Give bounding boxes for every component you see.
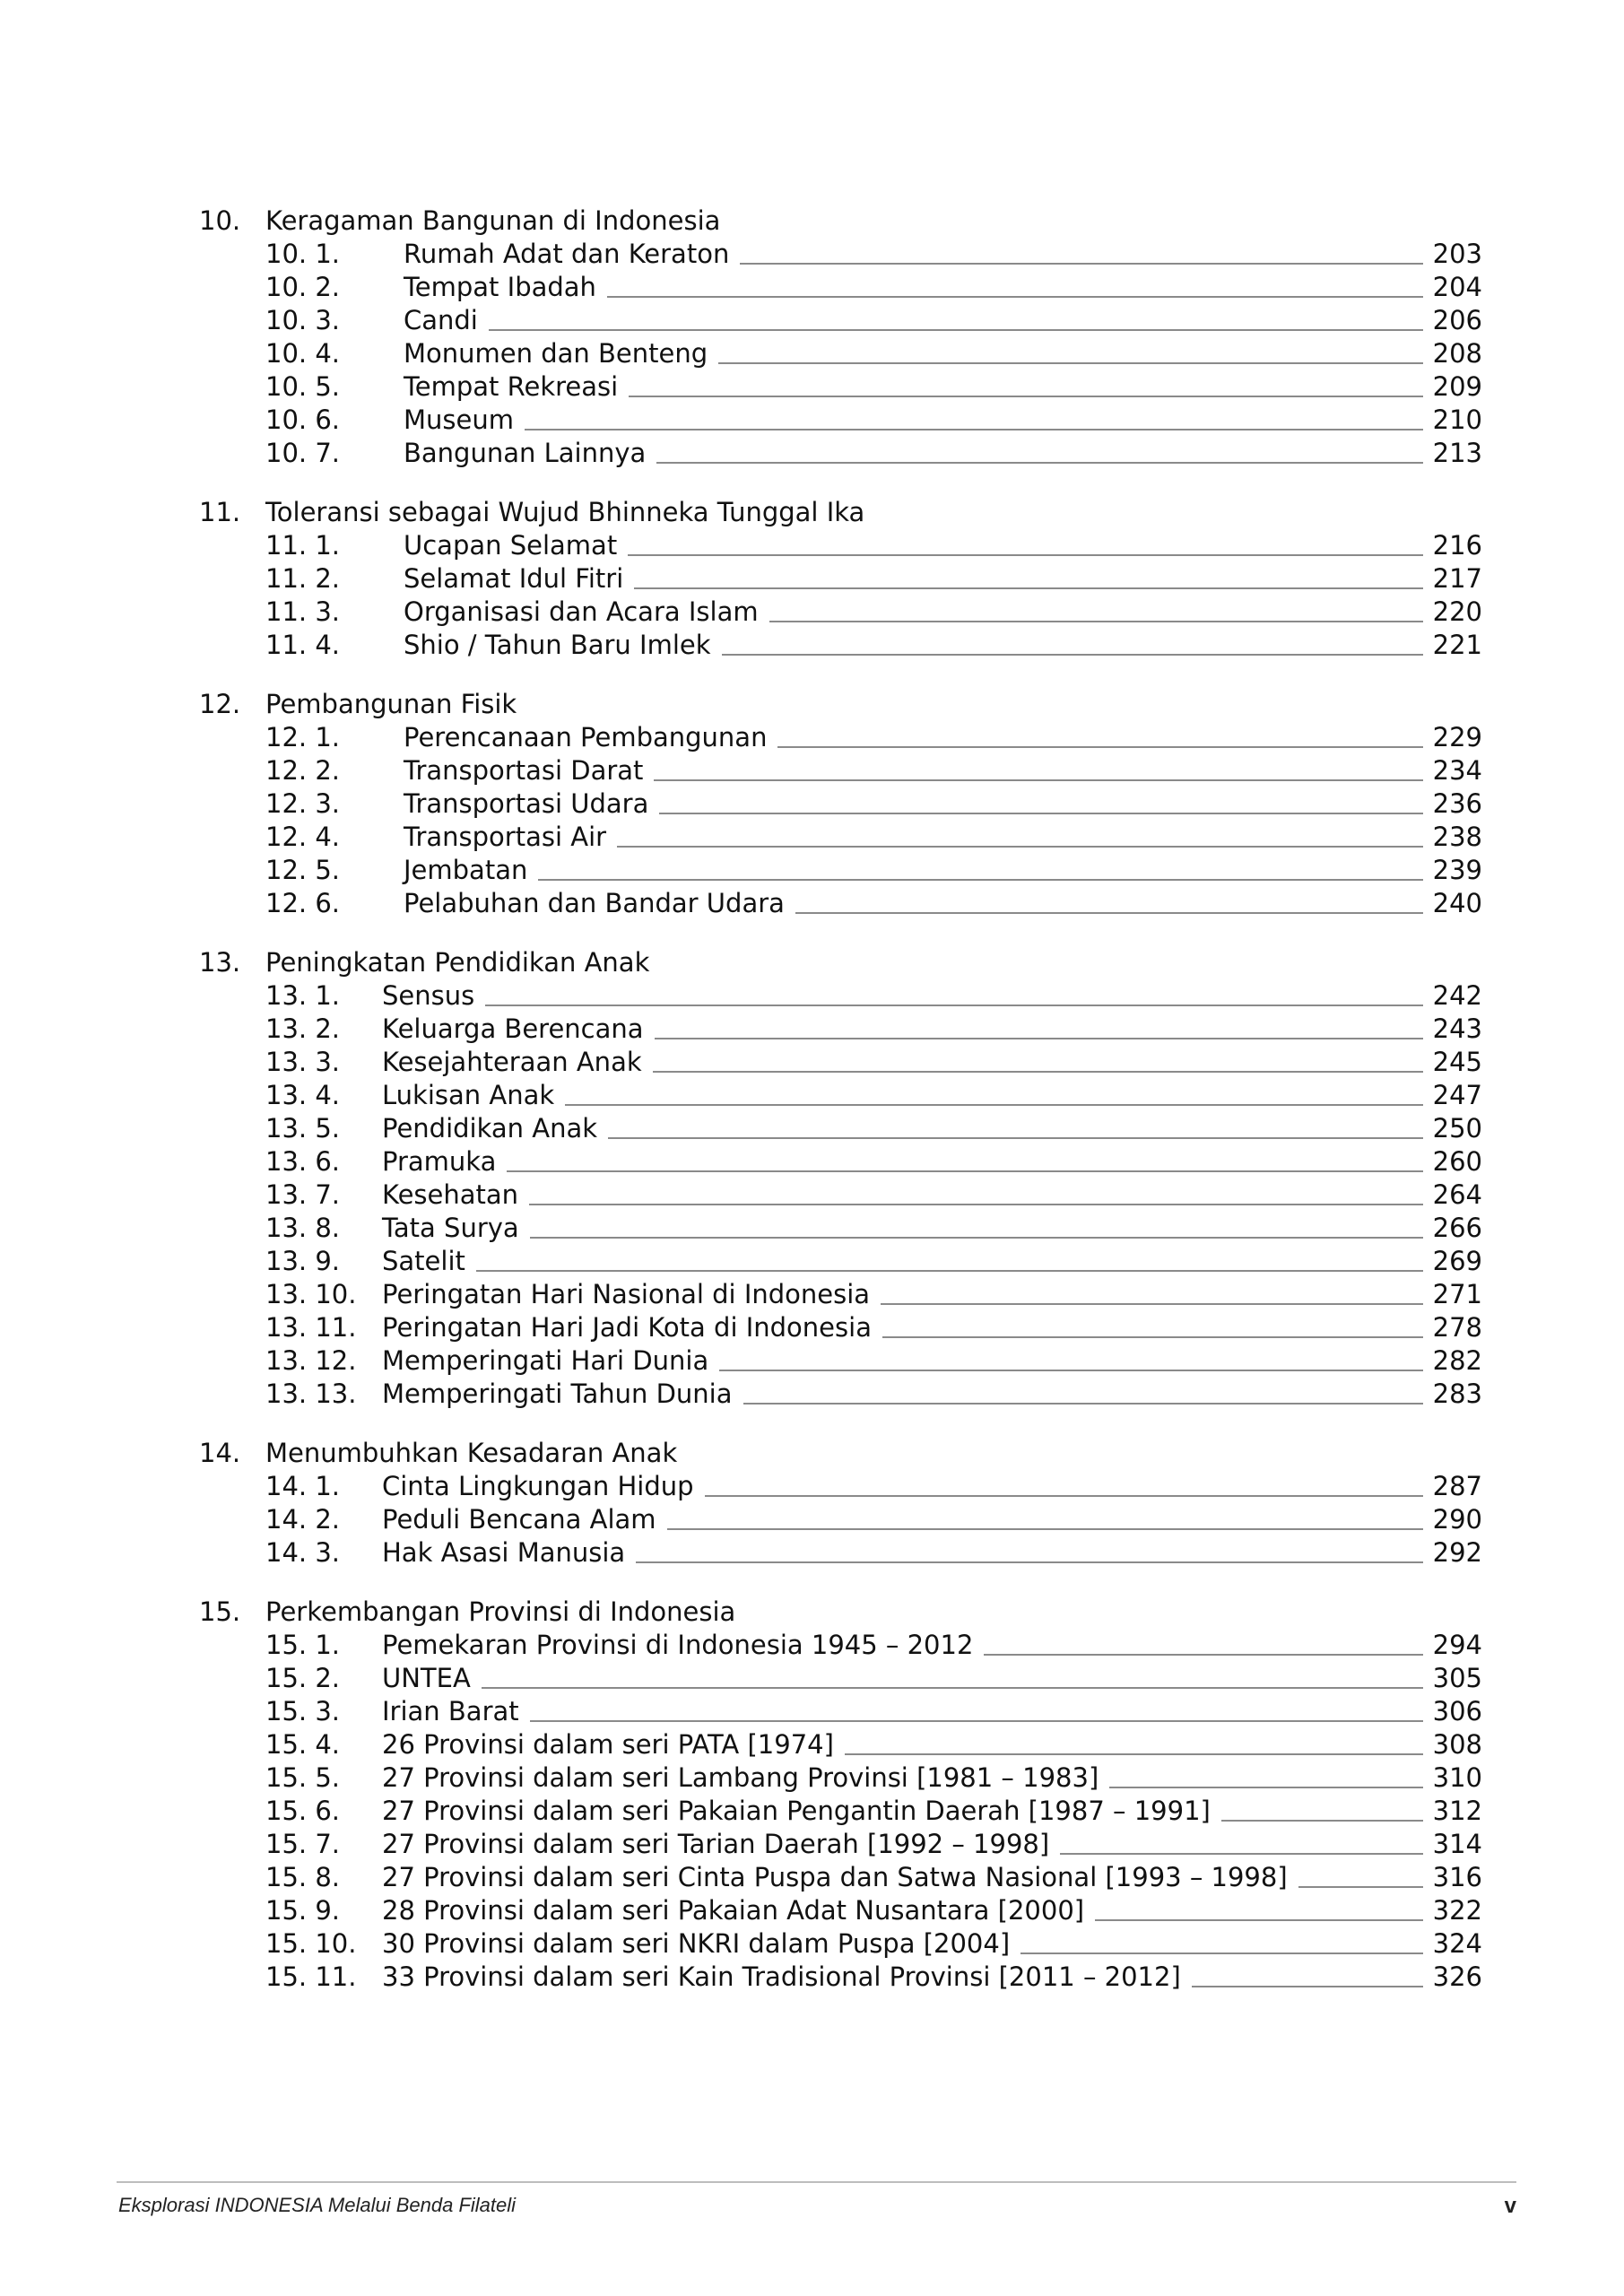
leader-line xyxy=(719,1370,1423,1371)
entry-title: Kesejahteraan Anak xyxy=(382,1047,642,1077)
entry-page-number: 217 xyxy=(1432,563,1482,594)
leader-line xyxy=(507,1170,1423,1172)
entry-page-number: 266 xyxy=(1432,1213,1482,1243)
toc-entry[interactable] xyxy=(0,1927,1624,1961)
leader-line xyxy=(538,879,1423,881)
toc-entry[interactable] xyxy=(0,1212,1624,1245)
entry-title-leader xyxy=(404,529,1438,562)
leader-line xyxy=(667,1528,1423,1530)
entry-number: 14. 3. xyxy=(265,1537,341,1568)
entry-page-number: 234 xyxy=(1432,755,1482,786)
entry-title-leader xyxy=(382,1470,1438,1503)
toc-entry[interactable] xyxy=(0,979,1624,1013)
toc-entry[interactable] xyxy=(0,887,1624,920)
toc-entry[interactable] xyxy=(0,1629,1624,1662)
leader-line xyxy=(1060,1853,1423,1855)
entry-page-number: 271 xyxy=(1432,1279,1482,1309)
leader-line xyxy=(565,1104,1423,1106)
toc-section xyxy=(0,1437,1624,1570)
entry-title: Tempat Ibadah xyxy=(404,272,596,302)
entry-title-leader xyxy=(382,979,1438,1013)
entry-page-number: 210 xyxy=(1432,404,1482,435)
leader-line xyxy=(654,779,1423,781)
leader-line xyxy=(656,462,1423,464)
entry-title: Jembatan xyxy=(404,855,528,885)
entry-title-leader xyxy=(382,1536,1438,1570)
toc-entry[interactable] xyxy=(0,596,1624,629)
entry-number: 12. 4. xyxy=(265,822,341,852)
leader-line xyxy=(629,396,1423,397)
entry-number: 12. 3. xyxy=(265,788,341,819)
entry-title-leader xyxy=(382,1828,1438,1861)
leader-line xyxy=(530,1720,1423,1722)
toc-entry[interactable] xyxy=(0,1536,1624,1570)
entry-title: Lukisan Anak xyxy=(382,1080,555,1110)
entry-title: Organisasi dan Acara Islam xyxy=(404,596,759,627)
toc-entry[interactable] xyxy=(0,370,1624,404)
entry-page-number: 292 xyxy=(1432,1537,1482,1568)
toc-entry[interactable] xyxy=(0,1503,1624,1536)
entry-title-leader xyxy=(382,1503,1438,1536)
toc-entry[interactable] xyxy=(0,1079,1624,1112)
entry-title: 33 Provinsi dalam seri Kain Tradisional Provinsi [2011 – 2012] xyxy=(382,1961,1181,1992)
leader-line xyxy=(655,1038,1423,1039)
entry-title: 27 Provinsi dalam seri Cinta Puspa dan Satwa Nasional [1993 – 1998] xyxy=(382,1862,1288,1892)
entry-title-leader xyxy=(382,1662,1438,1695)
footer-page-number: v xyxy=(1504,2194,1516,2218)
entry-page-number: 213 xyxy=(1432,438,1482,468)
entry-title: Bangunan Lainnya xyxy=(404,438,647,468)
entry-number: 10. 1. xyxy=(265,239,341,269)
entry-title-leader xyxy=(382,1695,1438,1728)
leader-line xyxy=(607,296,1423,298)
entry-page-number: 208 xyxy=(1432,338,1482,369)
leader-line xyxy=(795,912,1423,914)
entry-title: Peduli Bencana Alam xyxy=(382,1504,656,1535)
entry-title-leader xyxy=(382,1145,1438,1178)
toc-entry[interactable] xyxy=(0,271,1624,304)
toc-entry[interactable] xyxy=(0,821,1624,854)
entry-page-number: 206 xyxy=(1432,305,1482,335)
entry-page-number: 260 xyxy=(1432,1146,1482,1177)
leader-line xyxy=(653,1071,1423,1073)
toc-section xyxy=(0,1596,1624,1994)
entry-number: 12. 1. xyxy=(265,722,341,752)
entry-page-number: 326 xyxy=(1432,1961,1482,1992)
entry-page-number: 308 xyxy=(1432,1729,1482,1760)
toc-entry[interactable] xyxy=(0,238,1624,271)
entry-title: 30 Provinsi dalam seri NKRI dalam Puspa [2004] xyxy=(382,1928,1011,1959)
entry-page-number: 283 xyxy=(1432,1378,1482,1409)
entry-number: 15. 1. xyxy=(265,1630,341,1660)
entry-page-number: 240 xyxy=(1432,888,1482,918)
leader-line xyxy=(1298,1886,1423,1888)
entry-number: 14. 1. xyxy=(265,1471,341,1501)
toc-entry[interactable] xyxy=(0,1112,1624,1145)
entry-number: 10. 3. xyxy=(265,305,341,335)
entry-page-number: 269 xyxy=(1432,1246,1482,1276)
leader-line xyxy=(525,429,1423,430)
section-number: 13. xyxy=(199,947,241,978)
table-of-contents xyxy=(0,204,1624,2020)
entry-title-leader xyxy=(382,1278,1438,1311)
entry-page-number: 229 xyxy=(1432,722,1482,752)
leader-line xyxy=(984,1654,1423,1656)
toc-entry[interactable] xyxy=(0,1728,1624,1761)
entry-page-number: 264 xyxy=(1432,1179,1482,1210)
entry-number: 15. 8. xyxy=(265,1862,341,1892)
section-title: Perkembangan Provinsi di Indonesia xyxy=(265,1596,736,1627)
entry-number: 10. 2. xyxy=(265,272,341,302)
toc-entry[interactable] xyxy=(0,1278,1624,1311)
section-number: 15. xyxy=(199,1596,241,1627)
entry-title: Hak Asasi Manusia xyxy=(382,1537,626,1568)
entry-title-leader xyxy=(382,1311,1438,1344)
entry-title: 28 Provinsi dalam seri Pakaian Adat Nusantara [2000] xyxy=(382,1895,1085,1926)
entry-title-leader xyxy=(382,1795,1438,1828)
entry-number: 13. 7. xyxy=(265,1179,341,1210)
entry-page-number: 250 xyxy=(1432,1113,1482,1144)
entry-page-number: 221 xyxy=(1432,630,1482,660)
toc-entry[interactable] xyxy=(0,1662,1624,1695)
entry-number: 11. 4. xyxy=(265,630,341,660)
entry-page-number: 282 xyxy=(1432,1345,1482,1376)
entry-page-number: 324 xyxy=(1432,1928,1482,1959)
entry-number: 13. 5. xyxy=(265,1113,341,1144)
section-title: Peningkatan Pendidikan Anak xyxy=(265,947,650,978)
toc-entry[interactable] xyxy=(0,304,1624,337)
entry-page-number: 242 xyxy=(1432,980,1482,1011)
entry-page-number: 209 xyxy=(1432,371,1482,402)
leader-line xyxy=(740,263,1423,265)
section-heading xyxy=(0,1596,1624,1629)
entry-number: 13. 4. xyxy=(265,1080,341,1110)
entry-title-leader xyxy=(404,787,1438,821)
entry-number: 13. 10. xyxy=(265,1279,357,1309)
entry-title-leader xyxy=(404,629,1438,662)
entry-number: 13. 1. xyxy=(265,980,341,1011)
entry-title: Memperingati Hari Dunia xyxy=(382,1345,709,1376)
toc-entry[interactable] xyxy=(0,1695,1624,1728)
leader-line xyxy=(634,587,1423,589)
toc-entry[interactable] xyxy=(0,1344,1624,1378)
toc-entry[interactable] xyxy=(0,1178,1624,1212)
entry-title: Cinta Lingkungan Hidup xyxy=(382,1471,694,1501)
entry-page-number: 305 xyxy=(1432,1663,1482,1693)
entry-title: Peringatan Hari Nasional di Indonesia xyxy=(382,1279,871,1309)
leader-line xyxy=(617,846,1423,848)
leader-line xyxy=(489,329,1423,331)
entry-title-leader xyxy=(404,271,1438,304)
entry-title-leader xyxy=(382,1344,1438,1378)
entry-title-leader xyxy=(404,437,1438,470)
leader-line xyxy=(529,1204,1423,1205)
toc-entry[interactable] xyxy=(0,1470,1624,1503)
entry-page-number: 220 xyxy=(1432,596,1482,627)
entry-title: Transportasi Darat xyxy=(404,755,644,786)
entry-title: Transportasi Air xyxy=(404,822,607,852)
leader-line xyxy=(476,1270,1423,1272)
toc-entry[interactable] xyxy=(0,1145,1624,1178)
entry-title-leader xyxy=(382,1629,1438,1662)
entry-number: 15. 6. xyxy=(265,1796,341,1826)
entry-title: Candi xyxy=(404,305,478,335)
toc-entry[interactable] xyxy=(0,437,1624,470)
toc-entry[interactable] xyxy=(0,1311,1624,1344)
entry-number: 13. 9. xyxy=(265,1246,341,1276)
section-heading xyxy=(0,688,1624,721)
entry-title: Pelabuhan dan Bandar Udara xyxy=(404,888,785,918)
entry-page-number: 245 xyxy=(1432,1047,1482,1077)
entry-title-leader xyxy=(382,1245,1438,1278)
section-number: 10. xyxy=(199,205,241,236)
toc-entry[interactable] xyxy=(0,629,1624,662)
section-title: Keragaman Bangunan di Indonesia xyxy=(265,205,721,236)
entry-page-number: 322 xyxy=(1432,1895,1482,1926)
entry-number: 12. 2. xyxy=(265,755,341,786)
entry-number: 13. 13. xyxy=(265,1378,357,1409)
entry-title-leader xyxy=(382,1013,1438,1046)
entry-page-number: 278 xyxy=(1432,1312,1482,1343)
toc-entry[interactable] xyxy=(0,1861,1624,1894)
entry-title-leader xyxy=(382,1961,1438,1994)
entry-title: Perencanaan Pembangunan xyxy=(404,722,768,752)
entry-title: Satelit xyxy=(382,1246,465,1276)
entry-number: 15. 7. xyxy=(265,1829,341,1859)
section-number: 14. xyxy=(199,1438,241,1468)
leader-line xyxy=(881,1303,1423,1305)
entry-title-leader xyxy=(382,1728,1438,1761)
entry-title-leader xyxy=(382,1761,1438,1795)
entry-number: 15. 5. xyxy=(265,1762,341,1793)
entry-page-number: 239 xyxy=(1432,855,1482,885)
entry-title: Shio / Tahun Baru Imlek xyxy=(404,630,711,660)
leader-line xyxy=(845,1753,1423,1755)
leader-line xyxy=(530,1237,1423,1239)
leader-line xyxy=(636,1561,1423,1563)
entry-number: 10. 4. xyxy=(265,338,341,369)
entry-title: Pendidikan Anak xyxy=(382,1113,598,1144)
entry-page-number: 243 xyxy=(1432,1013,1482,1044)
entry-page-number: 203 xyxy=(1432,239,1482,269)
entry-title: Rumah Adat dan Keraton xyxy=(404,239,730,269)
entry-page-number: 306 xyxy=(1432,1696,1482,1726)
section-heading xyxy=(0,496,1624,529)
entry-number: 13. 6. xyxy=(265,1146,341,1177)
entry-title-leader xyxy=(404,337,1438,370)
entry-title: Irian Barat xyxy=(382,1696,519,1726)
toc-entry[interactable] xyxy=(0,1828,1624,1861)
entry-number: 13. 8. xyxy=(265,1213,341,1243)
toc-entry[interactable] xyxy=(0,1013,1624,1046)
entry-page-number: 204 xyxy=(1432,272,1482,302)
toc-entry[interactable] xyxy=(0,1961,1624,1994)
footer-divider xyxy=(117,2181,1516,2183)
entry-page-number: 312 xyxy=(1432,1796,1482,1826)
entry-title: 27 Provinsi dalam seri Lambang Provinsi [1981 – 1983] xyxy=(382,1762,1099,1793)
entry-title-leader xyxy=(404,854,1438,887)
toc-section xyxy=(0,496,1624,662)
entry-title-leader xyxy=(404,238,1438,271)
section-heading xyxy=(0,946,1624,979)
entry-title: Sensus xyxy=(382,980,475,1011)
entry-page-number: 287 xyxy=(1432,1471,1482,1501)
toc-entry[interactable] xyxy=(0,1378,1624,1411)
entry-title-leader xyxy=(382,1079,1438,1112)
entry-title-leader xyxy=(382,1927,1438,1961)
entry-title: Monumen dan Benteng xyxy=(404,338,708,369)
entry-title: 27 Provinsi dalam seri Pakaian Pengantin Daerah [1987 – 1991] xyxy=(382,1796,1211,1826)
entry-title: Transportasi Udara xyxy=(404,788,649,819)
toc-entry[interactable] xyxy=(0,754,1624,787)
toc-section xyxy=(0,204,1624,470)
leader-line xyxy=(628,554,1423,556)
entry-number: 10. 6. xyxy=(265,404,341,435)
entry-number: 11. 2. xyxy=(265,563,341,594)
toc-entry[interactable] xyxy=(0,1245,1624,1278)
section-number: 12. xyxy=(199,689,241,719)
leader-line xyxy=(1095,1919,1423,1921)
entry-title: 26 Provinsi dalam seri PATA [1974] xyxy=(382,1729,834,1760)
entry-number: 15. 4. xyxy=(265,1729,341,1760)
entry-number: 10. 7. xyxy=(265,438,341,468)
entry-number: 13. 3. xyxy=(265,1047,341,1077)
entry-page-number: 238 xyxy=(1432,822,1482,852)
leader-line xyxy=(882,1336,1423,1338)
entry-title: Pemekaran Provinsi di Indonesia 1945 – 2012 xyxy=(382,1630,974,1660)
entry-title: Pramuka xyxy=(382,1146,497,1177)
entry-title: Kesehatan xyxy=(382,1179,519,1210)
entry-title: Keluarga Berencana xyxy=(382,1013,644,1044)
leader-line xyxy=(743,1403,1423,1405)
entry-title-leader xyxy=(382,1212,1438,1245)
section-number: 11. xyxy=(199,497,241,527)
entry-number: 15. 2. xyxy=(265,1663,341,1693)
toc-entry[interactable] xyxy=(0,529,1624,562)
entry-title: UNTEA xyxy=(382,1663,471,1693)
section-heading xyxy=(0,1437,1624,1470)
entry-page-number: 310 xyxy=(1432,1762,1482,1793)
entry-title: Ucapan Selamat xyxy=(404,530,618,561)
leader-line xyxy=(485,1004,1423,1006)
entry-page-number: 247 xyxy=(1432,1080,1482,1110)
entry-number: 15. 3. xyxy=(265,1696,341,1726)
leader-line xyxy=(1192,1986,1423,1987)
entry-title: Selamat Idul Fitri xyxy=(404,563,624,594)
leader-line xyxy=(705,1495,1423,1497)
entry-number: 11. 1. xyxy=(265,530,341,561)
entry-title-leader xyxy=(404,304,1438,337)
entry-number: 13. 12. xyxy=(265,1345,357,1376)
toc-entry[interactable] xyxy=(0,854,1624,887)
entry-number: 12. 6. xyxy=(265,888,341,918)
entry-page-number: 314 xyxy=(1432,1829,1482,1859)
leader-line xyxy=(777,746,1423,748)
leader-line xyxy=(608,1137,1423,1139)
toc-entry[interactable] xyxy=(0,1761,1624,1795)
toc-section xyxy=(0,688,1624,920)
entry-title-leader xyxy=(382,1894,1438,1927)
entry-number: 15. 10. xyxy=(265,1928,357,1959)
leader-line xyxy=(659,813,1423,814)
entry-title: Museum xyxy=(404,404,514,435)
entry-number: 15. 9. xyxy=(265,1895,341,1926)
entry-title: Peringatan Hari Jadi Kota di Indonesia xyxy=(382,1312,872,1343)
entry-page-number: 290 xyxy=(1432,1504,1482,1535)
section-title: Menumbuhkan Kesadaran Anak xyxy=(265,1438,678,1468)
entry-title-leader xyxy=(382,1861,1438,1894)
leader-line xyxy=(1109,1787,1423,1788)
entry-title-leader xyxy=(404,887,1438,920)
entry-title: Memperingati Tahun Dunia xyxy=(382,1378,733,1409)
section-title: Toleransi sebagai Wujud Bhinneka Tunggal Ika xyxy=(265,497,865,527)
leader-line xyxy=(1020,1952,1423,1954)
entry-title-leader xyxy=(404,721,1438,754)
entry-page-number: 316 xyxy=(1432,1862,1482,1892)
toc-entry[interactable] xyxy=(0,1795,1624,1828)
toc-entry[interactable] xyxy=(0,1894,1624,1927)
entry-title-leader xyxy=(404,370,1438,404)
toc-entry[interactable] xyxy=(0,562,1624,596)
toc-entry[interactable] xyxy=(0,404,1624,437)
entry-page-number: 294 xyxy=(1432,1630,1482,1660)
section-heading xyxy=(0,204,1624,238)
entry-page-number: 216 xyxy=(1432,530,1482,561)
entry-number: 15. 11. xyxy=(265,1961,357,1992)
entry-number: 10. 5. xyxy=(265,371,341,402)
leader-line xyxy=(718,362,1423,364)
leader-line xyxy=(482,1687,1423,1689)
footer-book-title: Eksplorasi INDONESIA Melalui Benda Filateli xyxy=(118,2194,517,2216)
entry-number: 11. 3. xyxy=(265,596,341,627)
entry-page-number: 236 xyxy=(1432,788,1482,819)
toc-entry[interactable] xyxy=(0,1046,1624,1079)
entry-title-leader xyxy=(404,754,1438,787)
entry-number: 12. 5. xyxy=(265,855,341,885)
entry-title-leader xyxy=(382,1178,1438,1212)
entry-number: 13. 2. xyxy=(265,1013,341,1044)
leader-line xyxy=(769,621,1423,622)
toc-entry[interactable] xyxy=(0,337,1624,370)
section-title: Pembangunan Fisik xyxy=(265,689,517,719)
leader-line xyxy=(722,654,1423,656)
toc-entry[interactable] xyxy=(0,787,1624,821)
entry-title-leader xyxy=(382,1112,1438,1145)
leader-line xyxy=(1221,1820,1423,1822)
toc-section xyxy=(0,946,1624,1411)
entry-title: 27 Provinsi dalam seri Tarian Daerah [1992 – 1998] xyxy=(382,1829,1050,1859)
entry-title-leader xyxy=(404,562,1438,596)
toc-entry[interactable] xyxy=(0,721,1624,754)
entry-title-leader xyxy=(404,404,1438,437)
entry-title-leader xyxy=(404,596,1438,629)
entry-title-leader xyxy=(382,1046,1438,1079)
entry-title: Tata Surya xyxy=(382,1213,519,1243)
entry-title: Tempat Rekreasi xyxy=(404,371,619,402)
entry-number: 13. 11. xyxy=(265,1312,357,1343)
entry-title-leader xyxy=(382,1378,1438,1411)
entry-number: 14. 2. xyxy=(265,1504,341,1535)
entry-title-leader xyxy=(404,821,1438,854)
